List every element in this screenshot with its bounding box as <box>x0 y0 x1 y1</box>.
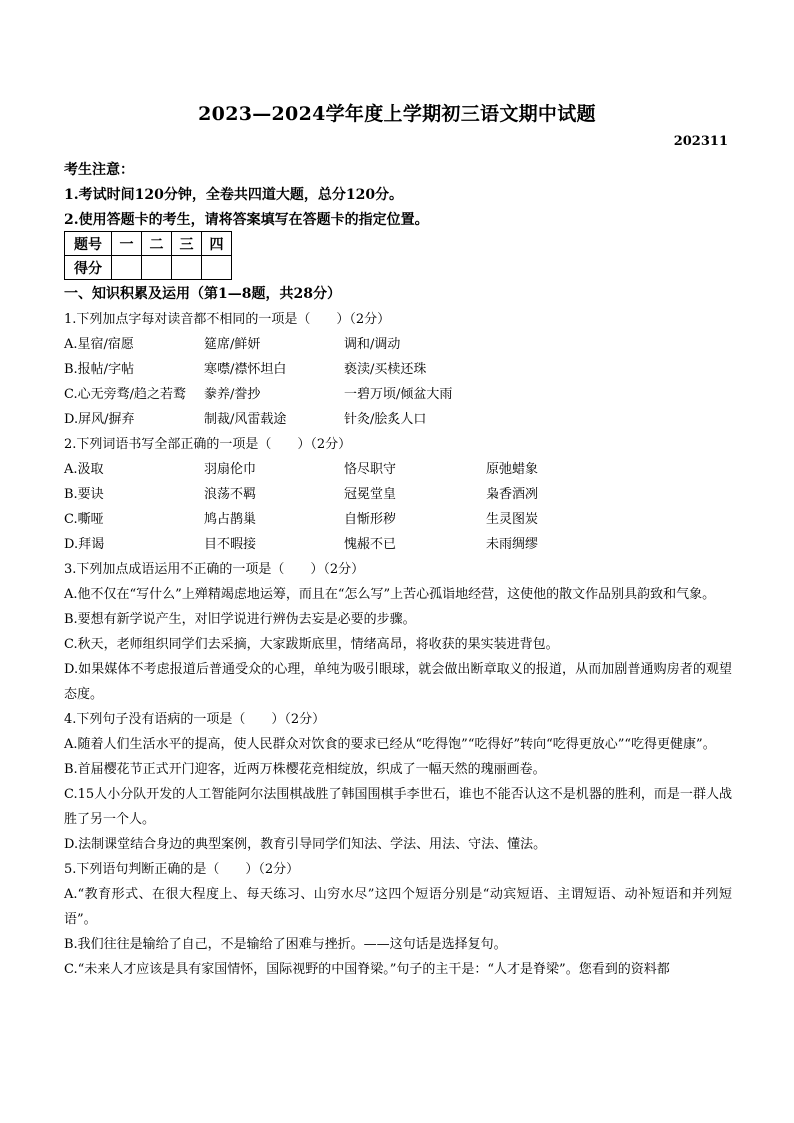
exam-date: 202311 <box>673 134 728 149</box>
score-header-cell: 题号 <box>65 232 112 256</box>
option-item: 恪尽职守 <box>344 462 397 477</box>
option-item: B.报帖/字帖 <box>64 362 135 377</box>
note-item: 2.使用答题卡的考生，请将答案填写在答题卡的指定位置。 <box>64 212 429 228</box>
notes-heading: 考生注意： <box>64 162 134 178</box>
question-1-option-a <box>64 332 732 357</box>
question-3-option-b: B.要想有新学说产生，对旧学说进行辨伪去妄是必要的步骤。 <box>64 612 416 627</box>
question-4-option-b: B.首届樱花节正式开门迎客，近两万株樱花竞相绽放，织成了一幅天然的瑰丽画卷。 <box>64 762 546 777</box>
option-item: 愧赧不已 <box>344 537 397 552</box>
option-item: 豢养/誊抄 <box>204 387 261 402</box>
section-heading: 一、知识积累及运用（第1—8题，共28分） <box>64 286 341 302</box>
option-item: 原弛蜡象 <box>486 462 539 477</box>
question-5-option-c: C.“未来人才应该是具有家国情怀，国际视野的中国脊梁。”句子的主干是：“人才是脊梁”。您看到的资料都 <box>64 962 670 977</box>
option-item: 亵渎/买椟还珠 <box>344 362 427 377</box>
question-3-option-a: A.他不仅在“写什么”上殚精竭虑地运筹，而且在“怎么写”上苦心孤诣地经营，这使他的散文作品别具韵致和气象。 <box>64 587 716 602</box>
question-2-option-d <box>64 532 732 557</box>
question-3-option-c: C.秋天，老师组织同学们去采摘，大家跋斯底里，情绪高昂，将收获的果实装进背包。 <box>64 637 559 652</box>
option-item: D.屏风/摒弃 <box>64 412 135 427</box>
score-table <box>64 231 232 280</box>
option-item: 寒噤/襟怀坦白 <box>204 362 287 377</box>
option-item: B.要诀 <box>64 487 104 502</box>
score-header-cell: 二 <box>142 232 172 256</box>
question-5-stem: 5.下列语句判断正确的是（ ）（2分） <box>64 862 300 877</box>
score-cell <box>142 256 172 280</box>
exam-notes <box>64 158 429 233</box>
score-header-cell: 三 <box>172 232 202 256</box>
question-4-option-a: A.随着人们生活水平的提高，使人民群众对饮食的要求已经从“吃得饱”“吃得好”转向“吃得更放心”“吃得更健康”。 <box>64 737 716 752</box>
score-cell <box>172 256 202 280</box>
question-3-stem: 3.下列加点成语运用不正确的一项是（ ）（2分） <box>64 562 365 577</box>
option-item: A.星宿/宿愿 <box>64 337 134 352</box>
option-item: 生灵图炭 <box>486 512 539 527</box>
question-1-option-b <box>64 357 732 382</box>
score-label-cell: 得分 <box>65 256 112 280</box>
note-item: 1.考试时间120分钟，全卷共四道大题，总分120分。 <box>64 187 404 203</box>
option-item: 枭香酒冽 <box>486 487 539 502</box>
question-2-stem: 2.下列词语书写全部正确的一项是（ ）（2分） <box>64 437 352 452</box>
option-item: 一碧万顷/倾盆大雨 <box>344 387 453 402</box>
question-3-option-d: D.如果媒体不考虑报道后普通受众的心理，单纯为吸引眼球，就会做出断章取义的报道，从而加剧普通购房者的观望态度。 <box>64 662 732 702</box>
question-2-option-a <box>64 457 732 482</box>
option-item: 鸠占鹊巢 <box>204 512 257 527</box>
page-title: 2023—2024学年度上学期初三语文期中试题 <box>198 103 596 125</box>
option-item: A.汲取 <box>64 462 104 477</box>
score-table-score-row <box>65 256 232 280</box>
option-item: 浪荡不羁 <box>204 487 257 502</box>
question-4-option-c: C.15人小分队开发的人工智能阿尔法围棋战胜了韩国围棋手李世石，谁也不能否认这不是机器的胜利，而是一群人战胜了另一个人。 <box>64 787 732 827</box>
option-item: 针灸/脍炙人口 <box>344 412 427 427</box>
question-1-option-c <box>64 382 732 407</box>
question-2-option-b <box>64 482 732 507</box>
score-table-header-row <box>65 232 232 256</box>
question-5-option-b: B.我们往往是输给了自己，不是输给了困难与挫折。——这句话是选择复句。 <box>64 937 507 952</box>
question-1-stem: 1.下列加点字每对读音都不相同的一项是（ ）（2分） <box>64 312 391 327</box>
score-header-cell: 四 <box>202 232 232 256</box>
option-item: 自惭形秽 <box>344 512 397 527</box>
option-item: C.心无旁骛/趋之若鹜 <box>64 387 186 402</box>
option-item: 羽扇伦巾 <box>204 462 257 477</box>
question-2-option-c <box>64 507 732 532</box>
question-4-option-d: D.法制课堂结合身边的典型案例，教育引导同学们知法、学法、用法、守法、懂法。 <box>64 837 547 852</box>
option-item: 冠冕堂皇 <box>344 487 397 502</box>
option-item: 目不暇接 <box>204 537 257 552</box>
score-header-cell: 一 <box>112 232 142 256</box>
option-item: D.拜谒 <box>64 537 105 552</box>
exam-content <box>64 282 732 982</box>
score-cell <box>202 256 232 280</box>
option-item: 未雨绸缪 <box>486 537 539 552</box>
question-1-option-d <box>64 407 732 432</box>
option-item: 筵席/鲜妍 <box>204 337 261 352</box>
option-item: 调和/调动 <box>344 337 401 352</box>
question-4-stem: 4.下列句子没有语病的一项是（ ）（2分） <box>64 712 326 727</box>
option-item: 制裁/风雷载途 <box>204 412 287 427</box>
score-cell <box>112 256 142 280</box>
question-5-option-a: A.“教育形式、在很大程度上、每天练习、山穷水尽”这四个短语分别是“动宾短语、主谓短语、动补短语和并列短语”。 <box>64 887 732 927</box>
option-item: C.嘶哑 <box>64 512 104 527</box>
